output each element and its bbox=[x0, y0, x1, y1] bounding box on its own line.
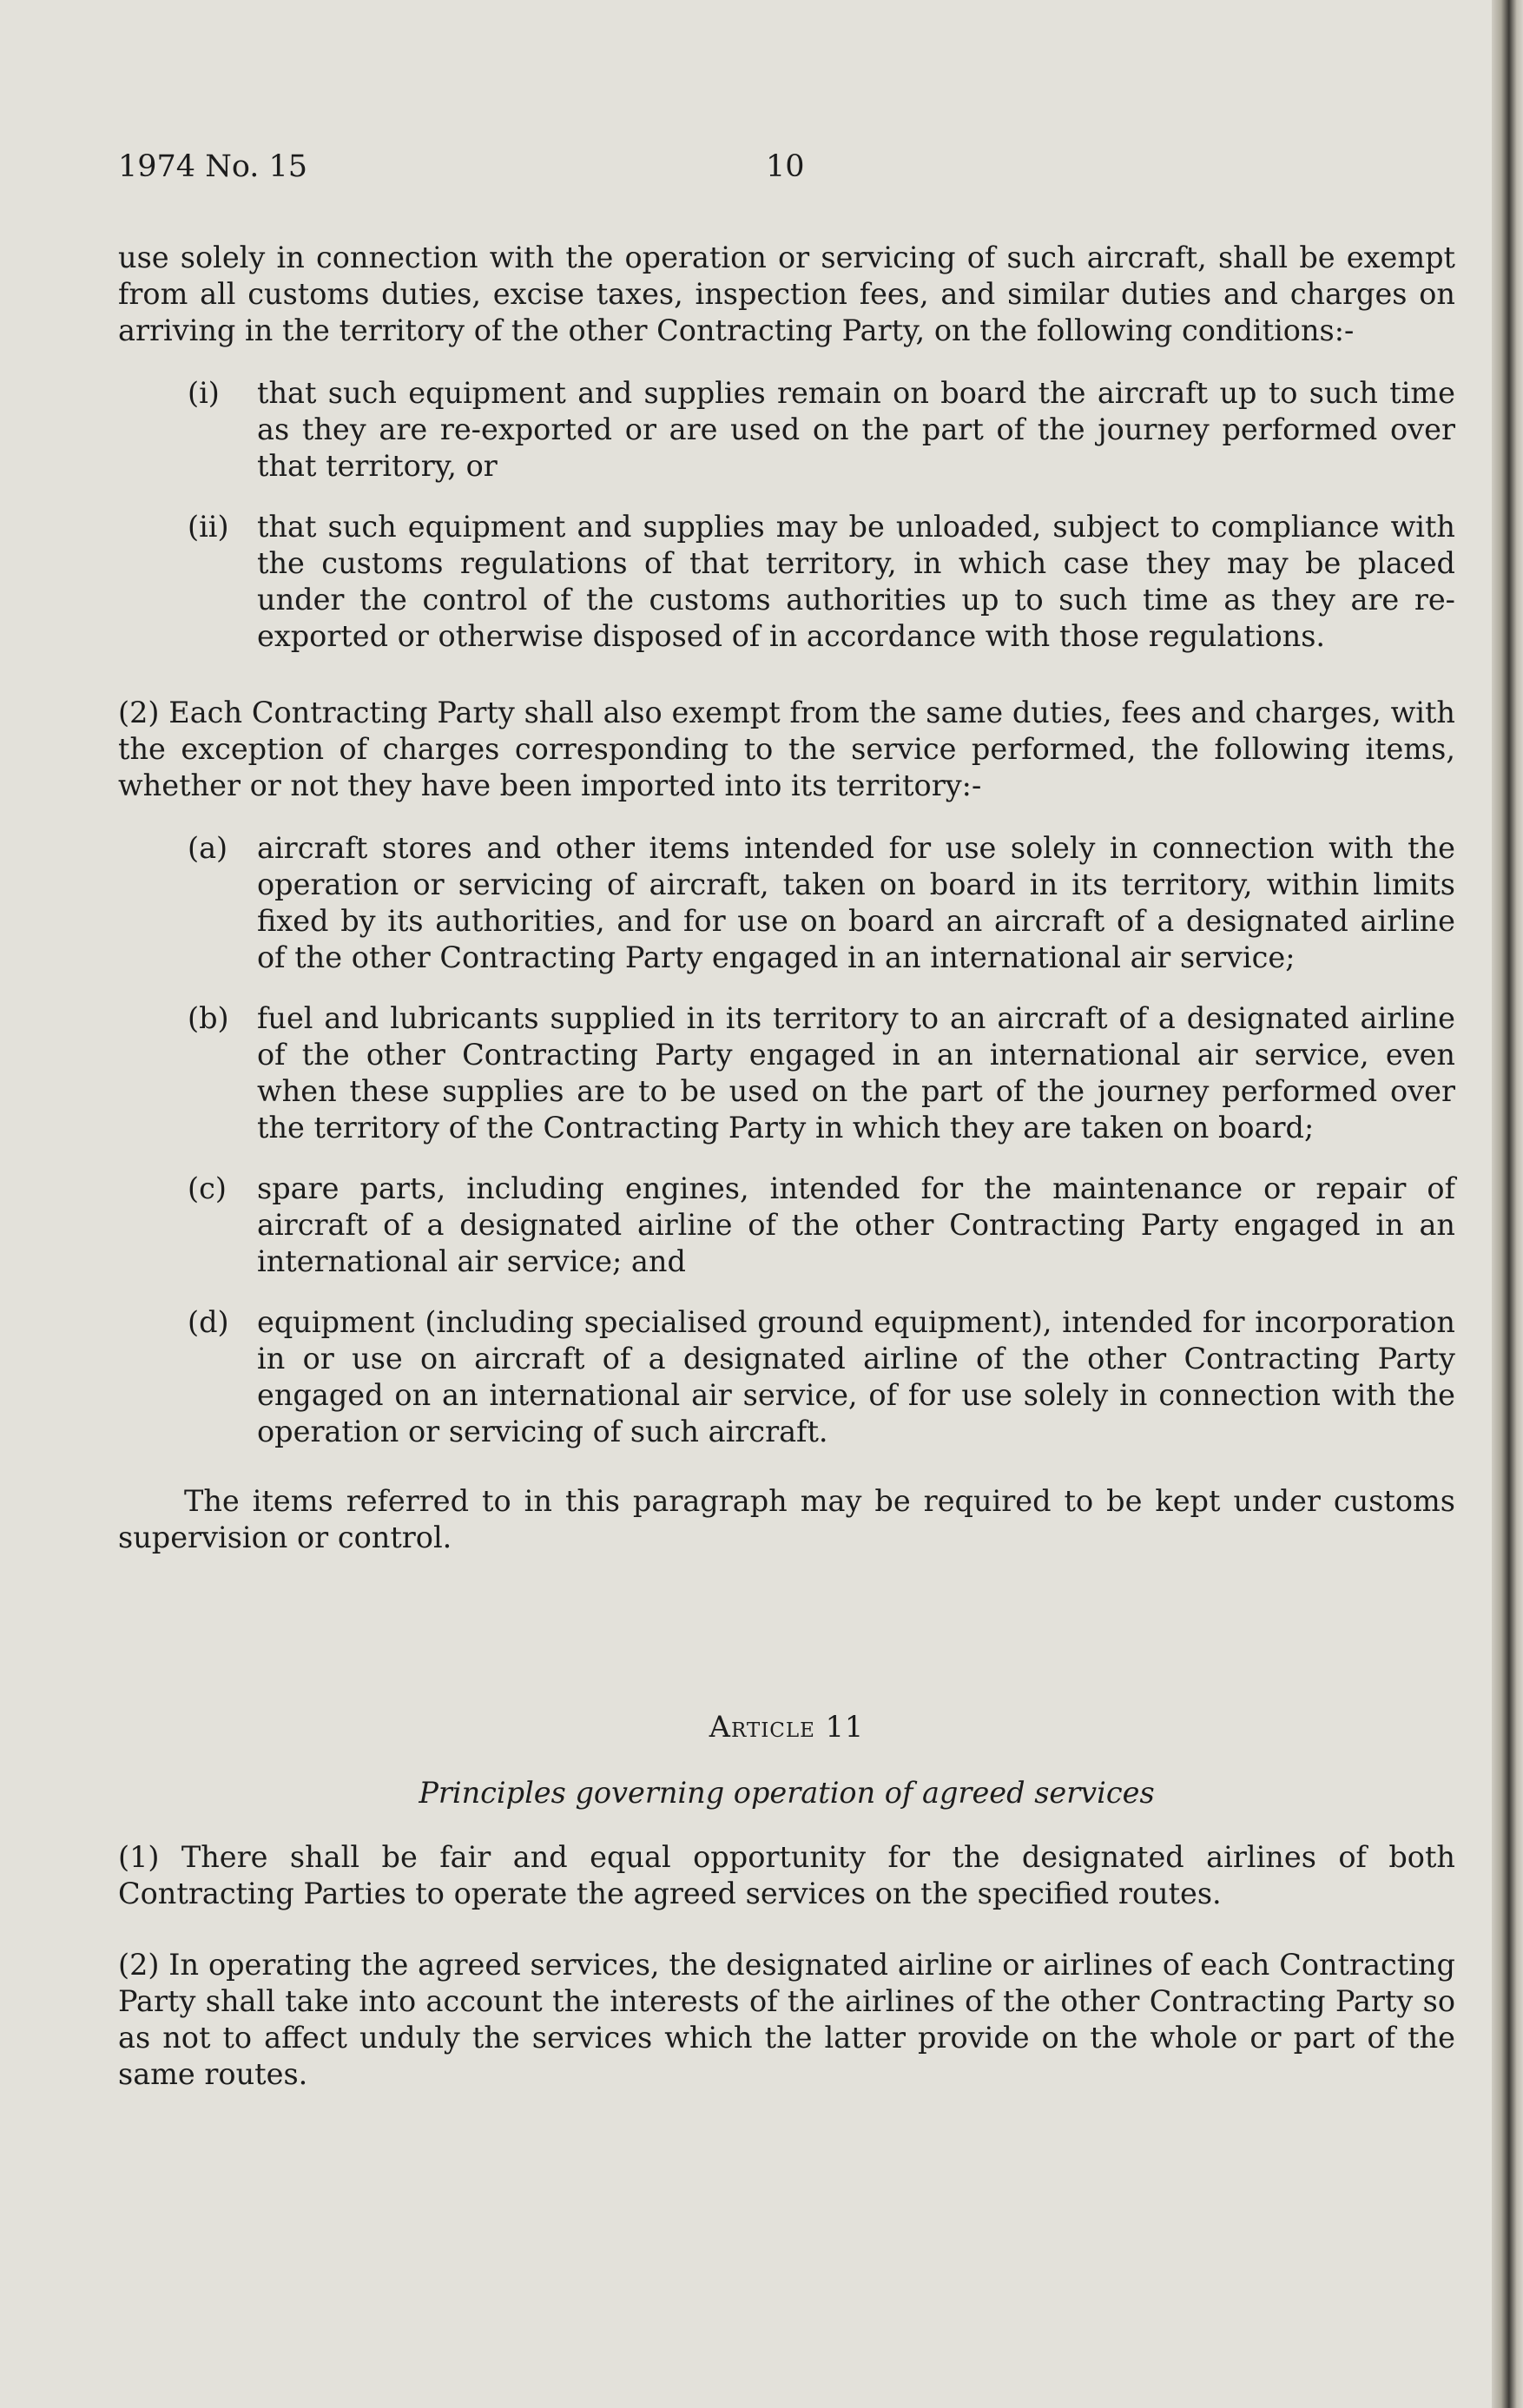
condition-item bbox=[118, 375, 1455, 485]
article-paragraph-1: (1) There shall be fair and equal opportunity for the designated airlines of both Contracting Parties to operate the agreed services on the specified routes. bbox=[118, 1840, 1455, 1910]
article-title: Principles governing operation of agreed services bbox=[419, 1776, 1155, 1810]
list-item bbox=[118, 1000, 1455, 1146]
list-item-text: aircraft stores and other items intended for use solely in connection with the operation or servicing of aircraft, taken on board in its territory, within limits fixed by its authorities, and for use on board an aircraft of a designated airline of the other Contracting Party engaged in an international air service; bbox=[257, 831, 1455, 974]
condition-label: (ii) bbox=[188, 510, 229, 544]
paragraph-2: (2) Each Contracting Party shall also exempt from the same duties, fees and charges, with the exception of charges corresponding to the service performed, the following items, whether or not they have been imported into its territory:- bbox=[118, 696, 1455, 802]
book-spine-shadow bbox=[1492, 0, 1523, 2408]
list-item-text: spare parts, including engines, intended for the maintenance or repair of aircraft of a designated airline of the other Contracting Party engaged in an international air service; and bbox=[257, 1171, 1455, 1278]
list-item-text: fuel and lubricants supplied in its territory to an aircraft of a designated airline of the other Contracting Party engaged in an international air service, even when these supplies are to be used on the part of the journey performed over the territory of the Contracting Party in which they are taken on board; bbox=[257, 1001, 1455, 1145]
condition-text: that such equipment and supplies may be unloaded, subject to compliance with the customs regulations of that territory, in which case they may be placed under the control of the customs authorities up to such time as they are re-exported or otherwise disposed of in accordance with those regulations. bbox=[257, 510, 1455, 653]
list-item bbox=[118, 830, 1455, 976]
article-number: Article 11 bbox=[709, 1710, 865, 1744]
list-item bbox=[118, 1171, 1455, 1280]
condition-item bbox=[118, 509, 1455, 655]
condition-label: (i) bbox=[188, 376, 220, 410]
list-item-label: (a) bbox=[188, 831, 228, 865]
list-item-label: (d) bbox=[188, 1305, 229, 1339]
year-and-number: 1974 No. 15 bbox=[118, 149, 308, 184]
article-paragraph-2: (2) In operating the agreed services, the designated airline or airlines of each Contracting Party shall take into account the interests of the airlines of the other Contracting Party so as not to affect unduly the services which the latter provide on the whole or part of the same routes. bbox=[118, 1948, 1455, 2091]
list-item-label: (b) bbox=[188, 1001, 229, 1035]
list-item bbox=[118, 1304, 1455, 1450]
closing-paragraph: The items referred to in this paragraph may be required to be kept under customs supervision or control. bbox=[118, 1484, 1455, 1554]
list-item-text: equipment (including specialised ground equipment), intended for incorporation in or use on aircraft of a designated airline of the other Contracting Party engaged on an international air service, of for use solely in connection with the operation or servicing of such aircraft. bbox=[257, 1305, 1455, 1448]
opening-paragraph: use solely in connection with the operation or servicing of such aircraft, shall be exempt from all customs duties, excise taxes, inspection fees, and similar duties and charges on arriving in the territory of the other Contracting Party, on the following conditions:- bbox=[118, 241, 1455, 347]
list-item-label: (c) bbox=[188, 1171, 227, 1205]
condition-text: that such equipment and supplies remain on board the aircraft up to such time as they are re-exported or are used on the part of the journey performed over that territory, or bbox=[257, 376, 1455, 483]
document-body bbox=[118, 240, 1455, 2128]
page-number: 10 bbox=[766, 149, 805, 184]
